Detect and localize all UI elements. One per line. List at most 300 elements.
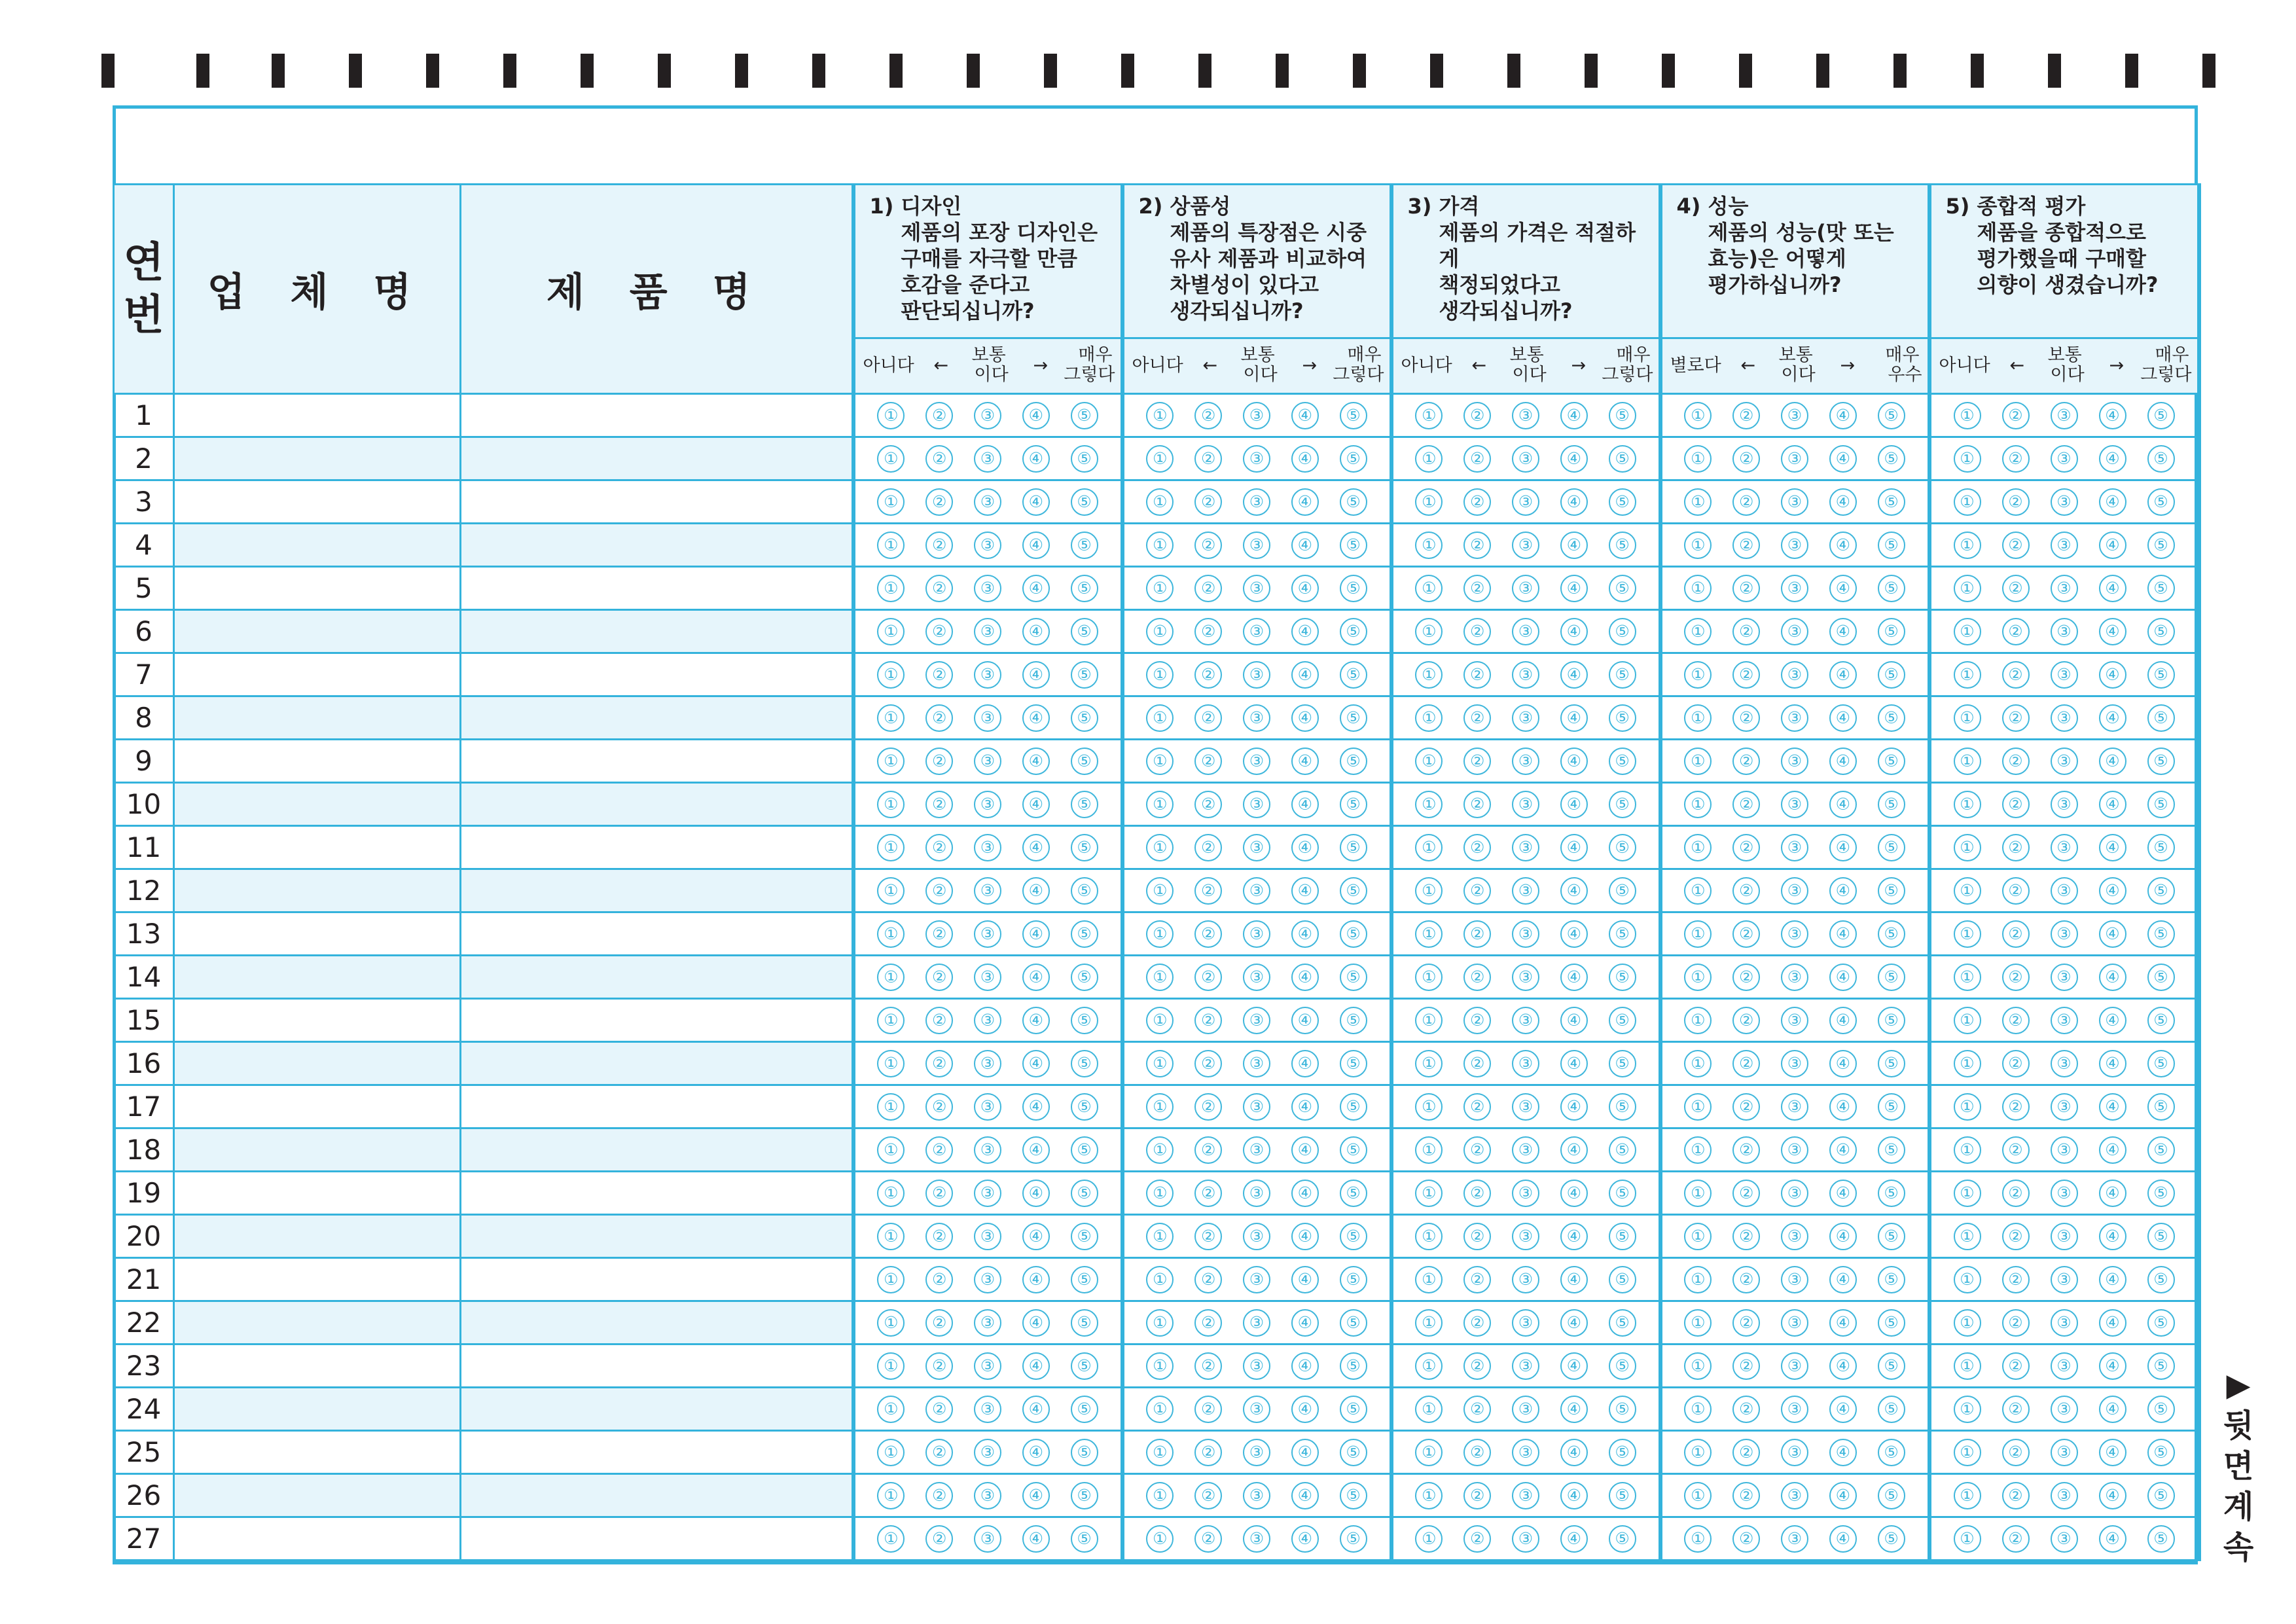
rating-bubble-1[interactable]: ① [877,532,905,559]
rating-bubble-5[interactable]: ⑤ [1878,661,1905,689]
rating-bubble-3[interactable]: ③ [2051,1266,2078,1293]
rating-bubble-1[interactable]: ① [1415,704,1443,732]
rating-bubble-3[interactable]: ③ [1512,488,1539,516]
rating-bubble-4[interactable]: ④ [1829,877,1857,905]
company-name-field[interactable] [174,826,461,869]
rating-bubble-5[interactable]: ⑤ [1609,877,1636,905]
rating-bubble-5[interactable]: ⑤ [1609,1482,1636,1509]
rating-bubble-1[interactable]: ① [1146,704,1174,732]
rating-bubble-3[interactable]: ③ [2051,1439,2078,1466]
rating-bubble-4[interactable]: ④ [1022,791,1050,818]
rating-bubble-4[interactable]: ④ [1291,1093,1319,1121]
rating-bubble-5[interactable]: ⑤ [1340,1180,1367,1207]
rating-bubble-1[interactable]: ① [1415,445,1443,473]
rating-bubble-4[interactable]: ④ [2099,1352,2126,1380]
rating-bubble-4[interactable]: ④ [1560,1007,1588,1034]
rating-bubble-2[interactable]: ② [1463,1093,1491,1121]
rating-bubble-5[interactable]: ⑤ [1609,1007,1636,1034]
rating-bubble-4[interactable]: ④ [1829,1525,1857,1553]
rating-bubble-3[interactable]: ③ [1781,1266,1808,1293]
rating-bubble-4[interactable]: ④ [1291,834,1319,861]
rating-bubble-1[interactable]: ① [1415,1439,1443,1466]
rating-bubble-5[interactable]: ⑤ [2147,661,2175,689]
rating-bubble-2[interactable]: ② [925,1525,953,1553]
rating-bubble-5[interactable]: ⑤ [1609,748,1636,775]
rating-bubble-5[interactable]: ⑤ [1340,575,1367,602]
rating-bubble-2[interactable]: ② [1194,1525,1222,1553]
rating-bubble-4[interactable]: ④ [1829,920,1857,948]
rating-bubble-2[interactable]: ② [2002,920,2030,948]
company-name-field[interactable] [174,394,461,437]
rating-bubble-4[interactable]: ④ [2099,1136,2126,1164]
rating-bubble-2[interactable]: ② [1732,1396,1760,1423]
rating-bubble-2[interactable]: ② [925,1223,953,1250]
rating-bubble-2[interactable]: ② [1732,1050,1760,1077]
rating-bubble-5[interactable]: ⑤ [1340,964,1367,991]
rating-bubble-5[interactable]: ⑤ [1878,834,1905,861]
rating-bubble-3[interactable]: ③ [974,532,1001,559]
rating-bubble-5[interactable]: ⑤ [2147,1093,2175,1121]
rating-bubble-4[interactable]: ④ [1022,488,1050,516]
rating-bubble-2[interactable]: ② [1463,1007,1491,1034]
rating-bubble-3[interactable]: ③ [1512,1266,1539,1293]
rating-bubble-5[interactable]: ⑤ [1878,1007,1905,1034]
rating-bubble-5[interactable]: ⑤ [1071,1223,1098,1250]
rating-bubble-4[interactable]: ④ [1560,1266,1588,1293]
company-name-field[interactable] [174,869,461,912]
rating-bubble-3[interactable]: ③ [1512,402,1539,429]
rating-bubble-1[interactable]: ① [1415,618,1443,645]
rating-bubble-1[interactable]: ① [1146,748,1174,775]
rating-bubble-1[interactable]: ① [1146,1180,1174,1207]
rating-bubble-2[interactable]: ② [925,1309,953,1337]
rating-bubble-2[interactable]: ② [1463,402,1491,429]
rating-bubble-3[interactable]: ③ [974,661,1001,689]
product-name-field[interactable] [461,869,853,912]
product-name-field[interactable] [461,783,853,826]
rating-bubble-4[interactable]: ④ [1291,575,1319,602]
rating-bubble-5[interactable]: ⑤ [1878,1093,1905,1121]
rating-bubble-5[interactable]: ⑤ [1340,618,1367,645]
rating-bubble-2[interactable]: ② [1194,1396,1222,1423]
rating-bubble-2[interactable]: ② [1732,488,1760,516]
rating-bubble-4[interactable]: ④ [1829,618,1857,645]
rating-bubble-5[interactable]: ⑤ [1609,1309,1636,1337]
rating-bubble-4[interactable]: ④ [1022,445,1050,473]
rating-bubble-4[interactable]: ④ [1829,748,1857,775]
rating-bubble-3[interactable]: ③ [2051,532,2078,559]
rating-bubble-4[interactable]: ④ [1829,964,1857,991]
rating-bubble-3[interactable]: ③ [1243,748,1270,775]
rating-bubble-1[interactable]: ① [1954,748,1981,775]
rating-bubble-4[interactable]: ④ [1560,920,1588,948]
company-name-field[interactable] [174,1431,461,1474]
rating-bubble-3[interactable]: ③ [1243,1136,1270,1164]
rating-bubble-1[interactable]: ① [877,791,905,818]
rating-bubble-4[interactable]: ④ [2099,1093,2126,1121]
rating-bubble-4[interactable]: ④ [2099,1007,2126,1034]
rating-bubble-2[interactable]: ② [1194,1136,1222,1164]
rating-bubble-5[interactable]: ⑤ [1609,920,1636,948]
rating-bubble-5[interactable]: ⑤ [1340,791,1367,818]
rating-bubble-1[interactable]: ① [1146,1396,1174,1423]
rating-bubble-3[interactable]: ③ [974,1007,1001,1034]
rating-bubble-1[interactable]: ① [1415,488,1443,516]
rating-bubble-4[interactable]: ④ [2099,1266,2126,1293]
rating-bubble-5[interactable]: ⑤ [1878,920,1905,948]
rating-bubble-3[interactable]: ③ [974,1050,1001,1077]
rating-bubble-1[interactable]: ① [1954,920,1981,948]
rating-bubble-5[interactable]: ⑤ [1878,575,1905,602]
rating-bubble-4[interactable]: ④ [2099,532,2126,559]
rating-bubble-5[interactable]: ⑤ [2147,1352,2175,1380]
rating-bubble-4[interactable]: ④ [1560,1525,1588,1553]
rating-bubble-2[interactable]: ② [1194,1266,1222,1293]
rating-bubble-4[interactable]: ④ [2099,1482,2126,1509]
rating-bubble-4[interactable]: ④ [1829,445,1857,473]
rating-bubble-2[interactable]: ② [2002,1136,2030,1164]
rating-bubble-5[interactable]: ⑤ [1340,445,1367,473]
rating-bubble-2[interactable]: ② [925,488,953,516]
rating-bubble-3[interactable]: ③ [1512,1525,1539,1553]
rating-bubble-1[interactable]: ① [1146,877,1174,905]
rating-bubble-2[interactable]: ② [1463,618,1491,645]
rating-bubble-2[interactable]: ② [2002,1352,2030,1380]
rating-bubble-3[interactable]: ③ [1512,1396,1539,1423]
rating-bubble-5[interactable]: ⑤ [1878,1352,1905,1380]
rating-bubble-4[interactable]: ④ [1291,1309,1319,1337]
rating-bubble-2[interactable]: ② [1463,834,1491,861]
rating-bubble-5[interactable]: ⑤ [1878,1439,1905,1466]
rating-bubble-5[interactable]: ⑤ [1071,1093,1098,1121]
rating-bubble-2[interactable]: ② [1194,402,1222,429]
product-name-field[interactable] [461,696,853,740]
rating-bubble-4[interactable]: ④ [1829,1007,1857,1034]
rating-bubble-2[interactable]: ② [1732,1223,1760,1250]
rating-bubble-1[interactable]: ① [1415,877,1443,905]
rating-bubble-5[interactable]: ⑤ [1340,748,1367,775]
rating-bubble-2[interactable]: ② [1194,1482,1222,1509]
rating-bubble-3[interactable]: ③ [1781,1050,1808,1077]
rating-bubble-4[interactable]: ④ [1829,661,1857,689]
rating-bubble-2[interactable]: ② [1194,532,1222,559]
rating-bubble-1[interactable]: ① [1684,661,1712,689]
rating-bubble-4[interactable]: ④ [1829,1396,1857,1423]
rating-bubble-2[interactable]: ② [1194,704,1222,732]
rating-bubble-4[interactable]: ④ [1560,618,1588,645]
rating-bubble-4[interactable]: ④ [1022,1223,1050,1250]
rating-bubble-5[interactable]: ⑤ [1340,834,1367,861]
company-name-field[interactable] [174,740,461,783]
rating-bubble-3[interactable]: ③ [974,1439,1001,1466]
product-name-field[interactable] [461,1474,853,1517]
rating-bubble-2[interactable]: ② [925,791,953,818]
rating-bubble-3[interactable]: ③ [1243,661,1270,689]
rating-bubble-2[interactable]: ② [925,748,953,775]
rating-bubble-4[interactable]: ④ [1022,1050,1050,1077]
rating-bubble-1[interactable]: ① [877,402,905,429]
rating-bubble-5[interactable]: ⑤ [1878,1136,1905,1164]
rating-bubble-2[interactable]: ② [925,1439,953,1466]
rating-bubble-3[interactable]: ③ [2051,575,2078,602]
rating-bubble-3[interactable]: ③ [1781,532,1808,559]
rating-bubble-2[interactable]: ② [1463,1525,1491,1553]
rating-bubble-4[interactable]: ④ [1022,834,1050,861]
rating-bubble-5[interactable]: ⑤ [1071,532,1098,559]
rating-bubble-1[interactable]: ① [1415,748,1443,775]
rating-bubble-1[interactable]: ① [1684,1439,1712,1466]
rating-bubble-5[interactable]: ⑤ [2147,748,2175,775]
product-name-field[interactable] [461,826,853,869]
rating-bubble-2[interactable]: ② [1463,704,1491,732]
rating-bubble-5[interactable]: ⑤ [1609,1525,1636,1553]
rating-bubble-2[interactable]: ② [1194,1223,1222,1250]
rating-bubble-3[interactable]: ③ [1512,1352,1539,1380]
rating-bubble-3[interactable]: ③ [1243,1396,1270,1423]
rating-bubble-1[interactable]: ① [877,704,905,732]
rating-bubble-2[interactable]: ② [925,661,953,689]
rating-bubble-1[interactable]: ① [1684,1050,1712,1077]
rating-bubble-4[interactable]: ④ [1291,1223,1319,1250]
rating-bubble-2[interactable]: ② [2002,1007,2030,1034]
rating-bubble-4[interactable]: ④ [1560,1352,1588,1380]
rating-bubble-5[interactable]: ⑤ [1340,1482,1367,1509]
rating-bubble-5[interactable]: ⑤ [1878,532,1905,559]
rating-bubble-2[interactable]: ② [925,920,953,948]
rating-bubble-1[interactable]: ① [1415,1352,1443,1380]
rating-bubble-4[interactable]: ④ [1291,402,1319,429]
rating-bubble-2[interactable]: ② [1732,920,1760,948]
rating-bubble-3[interactable]: ③ [1781,445,1808,473]
rating-bubble-4[interactable]: ④ [1560,877,1588,905]
rating-bubble-3[interactable]: ③ [2051,1050,2078,1077]
rating-bubble-3[interactable]: ③ [974,964,1001,991]
rating-bubble-1[interactable]: ① [1684,1482,1712,1509]
rating-bubble-1[interactable]: ① [1954,1007,1981,1034]
rating-bubble-5[interactable]: ⑤ [1071,1396,1098,1423]
rating-bubble-1[interactable]: ① [1415,1223,1443,1250]
rating-bubble-1[interactable]: ① [1954,402,1981,429]
rating-bubble-1[interactable]: ① [1684,748,1712,775]
rating-bubble-5[interactable]: ⑤ [1340,1136,1367,1164]
rating-bubble-1[interactable]: ① [877,618,905,645]
rating-bubble-5[interactable]: ⑤ [1609,704,1636,732]
rating-bubble-1[interactable]: ① [877,575,905,602]
rating-bubble-1[interactable]: ① [877,1093,905,1121]
rating-bubble-2[interactable]: ② [925,1482,953,1509]
rating-bubble-3[interactable]: ③ [1512,1007,1539,1034]
rating-bubble-1[interactable]: ① [1146,964,1174,991]
rating-bubble-3[interactable]: ③ [1512,964,1539,991]
rating-bubble-4[interactable]: ④ [2099,964,2126,991]
rating-bubble-2[interactable]: ② [2002,877,2030,905]
rating-bubble-1[interactable]: ① [1684,1352,1712,1380]
rating-bubble-3[interactable]: ③ [1243,532,1270,559]
rating-bubble-4[interactable]: ④ [1022,1396,1050,1423]
product-name-field[interactable] [461,1301,853,1344]
rating-bubble-4[interactable]: ④ [1829,1439,1857,1466]
rating-bubble-1[interactable]: ① [1146,1007,1174,1034]
rating-bubble-5[interactable]: ⑤ [1071,488,1098,516]
product-name-field[interactable] [461,653,853,696]
rating-bubble-4[interactable]: ④ [1560,445,1588,473]
rating-bubble-1[interactable]: ① [1684,834,1712,861]
rating-bubble-1[interactable]: ① [1415,964,1443,991]
rating-bubble-3[interactable]: ③ [2051,445,2078,473]
rating-bubble-3[interactable]: ③ [2051,1396,2078,1423]
rating-bubble-3[interactable]: ③ [1781,1482,1808,1509]
rating-bubble-1[interactable]: ① [877,661,905,689]
company-name-field[interactable] [174,1128,461,1172]
rating-bubble-3[interactable]: ③ [1781,618,1808,645]
product-name-field[interactable] [461,1258,853,1301]
rating-bubble-2[interactable]: ② [1463,445,1491,473]
rating-bubble-4[interactable]: ④ [1291,964,1319,991]
rating-bubble-5[interactable]: ⑤ [1609,402,1636,429]
rating-bubble-2[interactable]: ② [2002,1266,2030,1293]
rating-bubble-1[interactable]: ① [1684,402,1712,429]
rating-bubble-5[interactable]: ⑤ [1340,1396,1367,1423]
rating-bubble-2[interactable]: ② [1194,964,1222,991]
rating-bubble-3[interactable]: ③ [1243,575,1270,602]
rating-bubble-4[interactable]: ④ [1291,1136,1319,1164]
rating-bubble-4[interactable]: ④ [1829,834,1857,861]
rating-bubble-1[interactable]: ① [1954,1309,1981,1337]
rating-bubble-2[interactable]: ② [1732,1525,1760,1553]
rating-bubble-3[interactable]: ③ [1781,1352,1808,1380]
product-name-field[interactable] [461,1517,853,1561]
company-name-field[interactable] [174,1388,461,1431]
rating-bubble-5[interactable]: ⑤ [2147,791,2175,818]
rating-bubble-1[interactable]: ① [877,1525,905,1553]
rating-bubble-1[interactable]: ① [1415,402,1443,429]
company-name-field[interactable] [174,1344,461,1388]
rating-bubble-5[interactable]: ⑤ [1878,618,1905,645]
product-name-field[interactable] [461,740,853,783]
rating-bubble-5[interactable]: ⑤ [1340,704,1367,732]
rating-bubble-5[interactable]: ⑤ [1609,1050,1636,1077]
rating-bubble-3[interactable]: ③ [1781,1093,1808,1121]
rating-bubble-1[interactable]: ① [877,1223,905,1250]
rating-bubble-3[interactable]: ③ [1512,618,1539,645]
rating-bubble-1[interactable]: ① [1684,877,1712,905]
rating-bubble-2[interactable]: ② [1732,661,1760,689]
rating-bubble-2[interactable]: ② [1732,575,1760,602]
rating-bubble-2[interactable]: ② [1463,1266,1491,1293]
rating-bubble-3[interactable]: ③ [2051,1007,2078,1034]
rating-bubble-2[interactable]: ② [1732,1136,1760,1164]
rating-bubble-5[interactable]: ⑤ [1071,1136,1098,1164]
rating-bubble-5[interactable]: ⑤ [1878,964,1905,991]
rating-bubble-4[interactable]: ④ [2099,704,2126,732]
product-name-field[interactable] [461,394,853,437]
rating-bubble-4[interactable]: ④ [2099,575,2126,602]
rating-bubble-2[interactable]: ② [2002,834,2030,861]
rating-bubble-1[interactable]: ① [1954,834,1981,861]
rating-bubble-4[interactable]: ④ [2099,1396,2126,1423]
rating-bubble-2[interactable]: ② [1463,920,1491,948]
rating-bubble-2[interactable]: ② [1463,575,1491,602]
rating-bubble-4[interactable]: ④ [1022,661,1050,689]
rating-bubble-3[interactable]: ③ [1243,1093,1270,1121]
rating-bubble-3[interactable]: ③ [1512,1482,1539,1509]
rating-bubble-2[interactable]: ② [1732,1352,1760,1380]
rating-bubble-2[interactable]: ② [925,445,953,473]
company-name-field[interactable] [174,1085,461,1128]
rating-bubble-2[interactable]: ② [1463,791,1491,818]
rating-bubble-2[interactable]: ② [1463,1439,1491,1466]
rating-bubble-5[interactable]: ⑤ [2147,1007,2175,1034]
rating-bubble-4[interactable]: ④ [1560,1309,1588,1337]
rating-bubble-1[interactable]: ① [1415,1525,1443,1553]
rating-bubble-1[interactable]: ① [1684,1223,1712,1250]
rating-bubble-2[interactable]: ② [2002,1223,2030,1250]
rating-bubble-2[interactable]: ② [1732,1093,1760,1121]
rating-bubble-3[interactable]: ③ [1243,920,1270,948]
rating-bubble-2[interactable]: ② [925,1007,953,1034]
rating-bubble-3[interactable]: ③ [2051,748,2078,775]
rating-bubble-2[interactable]: ② [2002,661,2030,689]
rating-bubble-2[interactable]: ② [1732,791,1760,818]
company-name-field[interactable] [174,1517,461,1561]
rating-bubble-2[interactable]: ② [925,964,953,991]
rating-bubble-1[interactable]: ① [1954,877,1981,905]
rating-bubble-3[interactable]: ③ [1243,1309,1270,1337]
rating-bubble-3[interactable]: ③ [1512,920,1539,948]
rating-bubble-5[interactable]: ⑤ [1609,1180,1636,1207]
rating-bubble-1[interactable]: ① [1146,618,1174,645]
rating-bubble-2[interactable]: ② [1732,1439,1760,1466]
rating-bubble-2[interactable]: ② [925,1352,953,1380]
rating-bubble-1[interactable]: ① [1146,1266,1174,1293]
rating-bubble-4[interactable]: ④ [1291,791,1319,818]
rating-bubble-2[interactable]: ② [1463,661,1491,689]
rating-bubble-2[interactable]: ② [925,1093,953,1121]
rating-bubble-1[interactable]: ① [877,445,905,473]
rating-bubble-1[interactable]: ① [1415,1309,1443,1337]
rating-bubble-1[interactable]: ① [1146,575,1174,602]
rating-bubble-3[interactable]: ③ [974,1223,1001,1250]
rating-bubble-3[interactable]: ③ [2051,1180,2078,1207]
rating-bubble-1[interactable]: ① [1146,1309,1174,1337]
rating-bubble-1[interactable]: ① [1146,791,1174,818]
rating-bubble-4[interactable]: ④ [1291,1396,1319,1423]
rating-bubble-5[interactable]: ⑤ [1878,402,1905,429]
rating-bubble-3[interactable]: ③ [1512,704,1539,732]
rating-bubble-3[interactable]: ③ [1243,1007,1270,1034]
rating-bubble-3[interactable]: ③ [974,618,1001,645]
rating-bubble-4[interactable]: ④ [1291,748,1319,775]
rating-bubble-5[interactable]: ⑤ [1340,1223,1367,1250]
rating-bubble-1[interactable]: ① [1684,1396,1712,1423]
rating-bubble-4[interactable]: ④ [2099,618,2126,645]
rating-bubble-1[interactable]: ① [1954,488,1981,516]
rating-bubble-2[interactable]: ② [2002,402,2030,429]
rating-bubble-4[interactable]: ④ [1022,877,1050,905]
rating-bubble-2[interactable]: ② [925,618,953,645]
rating-bubble-4[interactable]: ④ [2099,920,2126,948]
rating-bubble-4[interactable]: ④ [1291,1525,1319,1553]
rating-bubble-4[interactable]: ④ [1022,575,1050,602]
rating-bubble-4[interactable]: ④ [1022,1266,1050,1293]
rating-bubble-5[interactable]: ⑤ [1340,1525,1367,1553]
rating-bubble-3[interactable]: ③ [1512,1136,1539,1164]
rating-bubble-3[interactable]: ③ [974,1136,1001,1164]
rating-bubble-4[interactable]: ④ [1291,920,1319,948]
rating-bubble-2[interactable]: ② [2002,575,2030,602]
rating-bubble-2[interactable]: ② [925,1396,953,1423]
rating-bubble-4[interactable]: ④ [1022,1439,1050,1466]
